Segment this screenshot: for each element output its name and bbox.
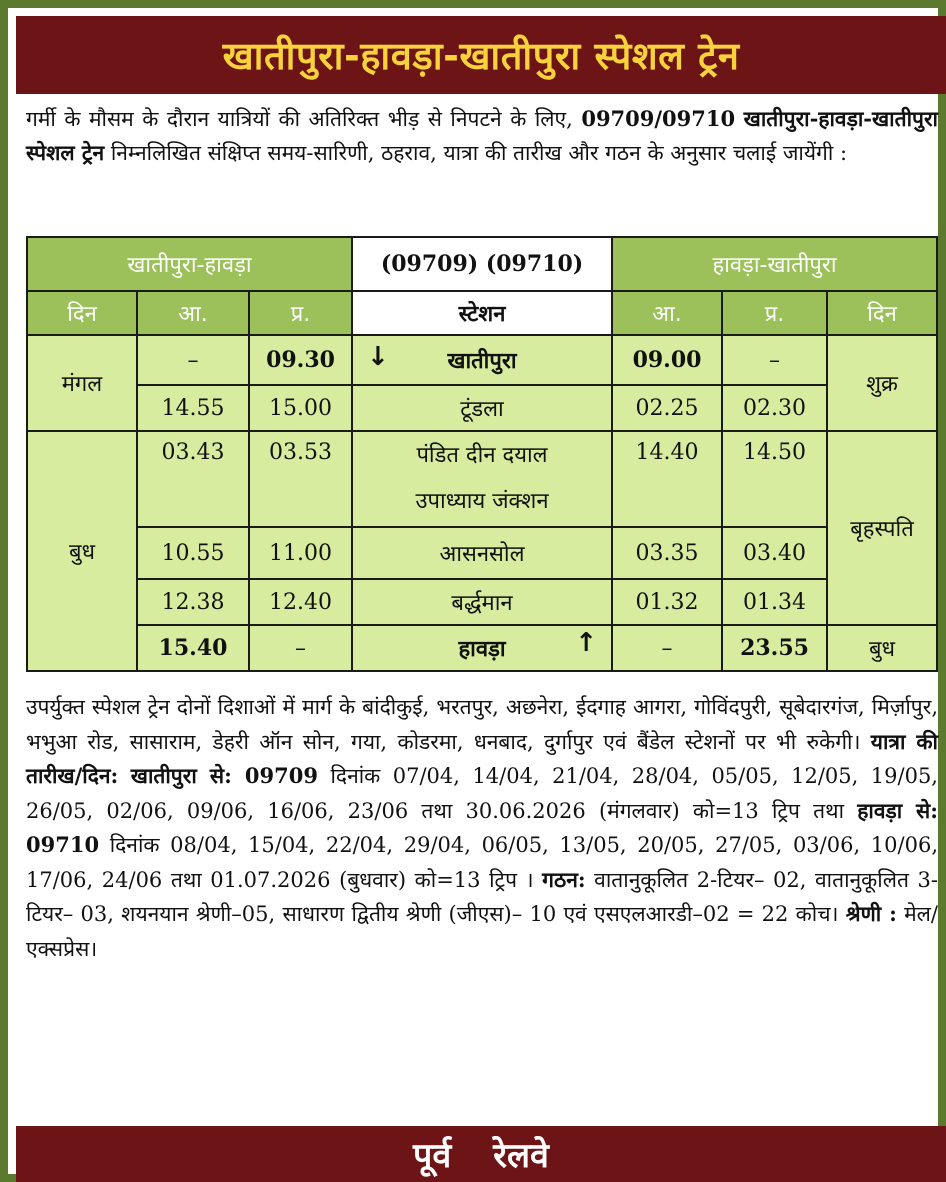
arrow-down-icon: ↓ xyxy=(367,342,389,372)
from-khatipura-label: खातीपुरा से: 09709 xyxy=(130,763,318,788)
time-cell: 14.40 xyxy=(612,431,722,527)
time-cell: 09.00 xyxy=(612,335,722,385)
time-cell: 12.40 xyxy=(249,579,352,625)
class-label: श्रेणी : xyxy=(845,901,897,926)
time-cell: 01.32 xyxy=(612,579,722,625)
station-line-1: पंडित दीन दयाल xyxy=(416,443,548,468)
time-cell: 10.55 xyxy=(137,527,249,579)
intro-text-1: गर्मी के मौसम के दौरान यात्रियों की अतिरिक्त भीड़ से निपटने के लिए, xyxy=(26,107,582,131)
time-cell: 12.38 xyxy=(137,579,249,625)
time-cell: 02.30 xyxy=(722,385,827,431)
intro-text-2: निम्नलिखित संक्षिप्त समय-सारिणी, ठहराव, यात्रा की तारीख और गठन के अनुसार चलाई जायेंगी : xyxy=(104,141,848,165)
time-cell: – xyxy=(137,335,249,385)
day-cell: मंगल xyxy=(27,335,137,431)
col-dep-right: प्र. xyxy=(722,291,827,335)
table-row xyxy=(27,625,937,671)
from-khatipura-dates: दिनांक 07/04, 14/04, 21/04, 28/04, 05/05, 12/05, 19/05, 26/05, 02/06, 09/06, 16/06, 23/06 तथा 30.06.2026 (मंगलवार) को=13 ट्रिप तथा xyxy=(26,764,938,823)
time-cell: 15.00 xyxy=(249,385,352,431)
station-cell: टूंडला xyxy=(352,385,612,431)
col-dep-left: प्र. xyxy=(249,291,352,335)
time-cell: – xyxy=(612,625,722,671)
time-cell: 11.00 xyxy=(249,527,352,579)
day-cell: बृहस्पति xyxy=(827,431,937,625)
table-row xyxy=(27,527,937,579)
col-arr-right: आ. xyxy=(612,291,722,335)
table-row xyxy=(27,335,937,385)
station-name: हावड़ा xyxy=(458,637,506,662)
time-cell: 14.50 xyxy=(722,431,827,527)
time-cell: 09.30 xyxy=(249,335,352,385)
col-day-left: दिन xyxy=(27,291,137,335)
col-station: स्टेशन xyxy=(352,291,612,335)
time-cell: 15.40 xyxy=(137,625,249,671)
dates-label: यात्रा की तारीख/दिन: xyxy=(26,728,938,788)
intro-space xyxy=(735,107,744,131)
station-line-2: उपाध्याय जंक्शन xyxy=(415,489,549,514)
station-cell: बर्द्धमान xyxy=(352,579,612,625)
intro-paragraph xyxy=(26,102,938,170)
time-cell: 03.40 xyxy=(722,527,827,579)
time-cell: 03.53 xyxy=(249,431,352,527)
class-text: मेल/एक्सप्रेस। xyxy=(26,902,938,961)
time-cell: 02.25 xyxy=(612,385,722,431)
time-cell: 03.35 xyxy=(612,527,722,579)
header-khatipura-howrah: खातीपुरा-हावड़ा xyxy=(27,237,352,291)
header-train-numbers: (09709) (09710) xyxy=(352,237,612,291)
notes-paragraph xyxy=(26,690,938,966)
station-name: खातीपुरा xyxy=(447,349,517,374)
intro-train-number: 09709/09710 xyxy=(581,106,736,131)
day-cell: बुध xyxy=(827,625,937,671)
arrow-up-icon: ↑ xyxy=(575,628,598,658)
time-cell: 14.55 xyxy=(137,385,249,431)
station-cell: आसनसोल xyxy=(352,527,612,579)
time-cell: 03.43 xyxy=(137,431,249,527)
time-cell: 23.55 xyxy=(722,625,827,671)
table-row xyxy=(27,431,937,527)
composition-label: गठन: xyxy=(542,866,586,892)
composition-text: वातानुकूलित 2-टियर– 02, वातानुकूलित 3-टियर– 03, शयनयान श्रेणी–05, साधारण द्वितीय श्रेणी (जीएस)– 10 एवं एसएलआरडी–02 = 22 कोच। xyxy=(26,867,938,926)
time-cell: 01.34 xyxy=(722,579,827,625)
header-howrah-khatipura: हावड़ा-खातीपुरा xyxy=(612,237,937,291)
stops-text: उपर्युक्त स्पेशल ट्रेन दोनों दिशाओं में मार्ग के बांदीकुई, भरतपुर, अछनेरा, ईदगाह आगरा, गोविंदपुरी, सूबेदारगंज, मिर्ज़ापुर, भभुआ रोड, सासाराम, डेहरी ऑन सोन, गया, कोडरमा, धनबाद, दुर्गापुर एवं बैंडेल स्टेशनों पर भी रुकेगी। xyxy=(26,695,938,754)
day-cell: बुध xyxy=(27,431,137,671)
table-row xyxy=(27,385,937,431)
footer-railway-name: पूर्व रेलवे xyxy=(16,1126,946,1182)
time-cell: – xyxy=(249,625,352,671)
time-cell: – xyxy=(722,335,827,385)
station-cell xyxy=(352,625,612,671)
station-cell xyxy=(352,335,612,385)
col-arr-left: आ. xyxy=(137,291,249,335)
day-cell: शुक्र xyxy=(827,335,937,431)
table-row xyxy=(27,579,937,625)
intro-train-name: खातीपुरा-हावड़ा-खातीपुरा स्पेशल ट्रेन xyxy=(26,106,938,165)
col-day-right: दिन xyxy=(827,291,937,335)
notice-title: खातीपुरा-हावड़ा-खातीपुरा स्पेशल ट्रेन xyxy=(16,16,946,94)
timetable xyxy=(26,236,938,672)
from-howrah-label: हावड़ा से: 09710 xyxy=(26,797,938,857)
from-howrah-dates: दिनांक 08/04, 15/04, 22/04, 29/04, 06/05, 13/05, 20/05, 27/05, 03/06, 10/06, 17/06, 24/06 तथा 01.07.2026 (बुधवार) को=13 ट्रिप । xyxy=(26,833,938,892)
station-cell xyxy=(352,431,612,527)
